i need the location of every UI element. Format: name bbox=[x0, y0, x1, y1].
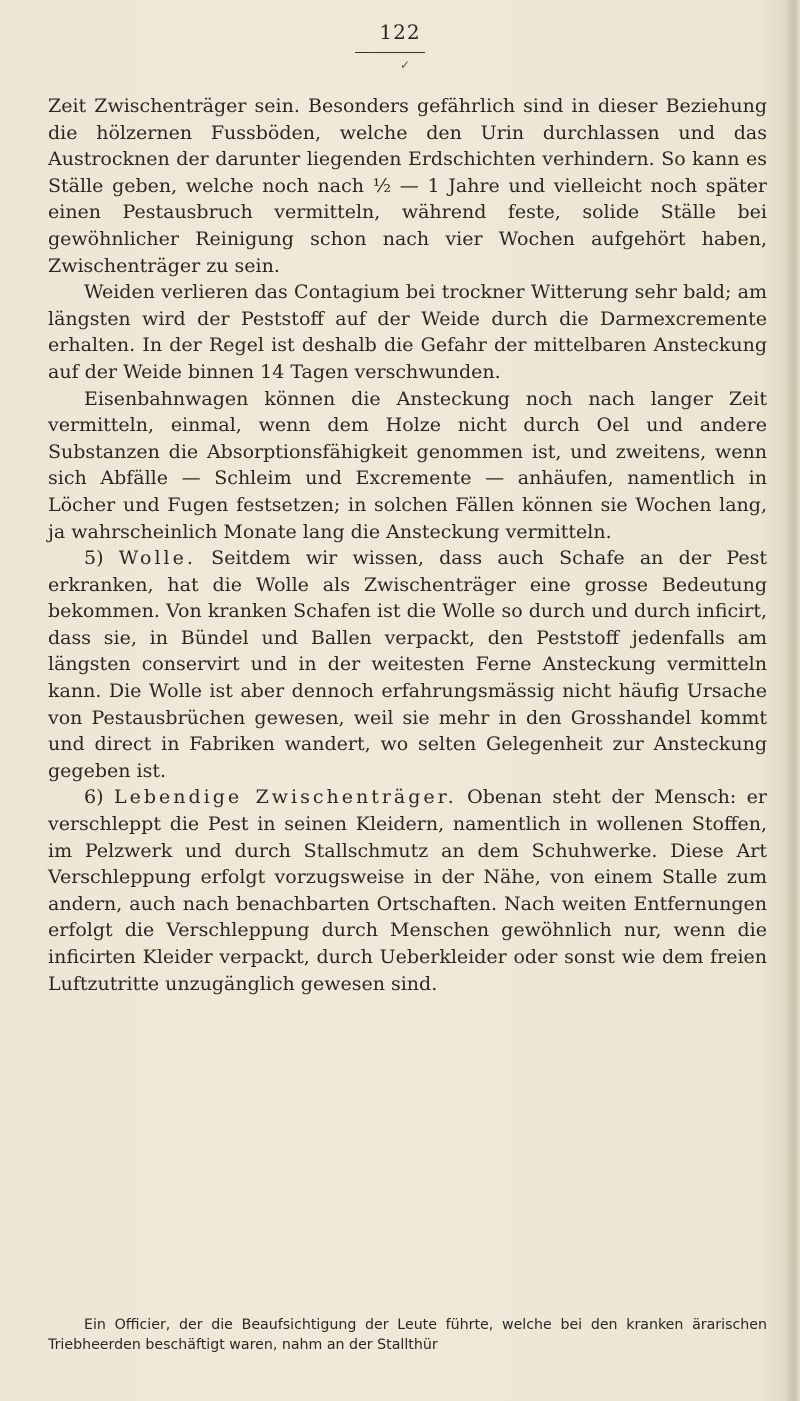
footnote: Ein Officier, der die Beaufsichtigung der Leute führte, welche bei den kranken ärarischen Triebheerden beschäftigt waren, nahm an der Stallthür bbox=[48, 1317, 767, 1353]
section-number-5: 5) bbox=[84, 547, 104, 570]
page-edge-shadow bbox=[786, 0, 800, 1401]
paragraph-wolle-text: Seitdem wir wissen, dass auch Schafe an der Pest erkranken, hat die Wolle als Zwischenträger eine grosse Bedeutung bekommen. Von kranken Schafen ist die Wolle so durch und durch inficirt, dass sie, in Bündel und Ballen verpackt, den Peststoff jedenfalls am längsten conservirt und in der weitesten Ferne Ansteckung vermitteln kann. Die Wolle ist aber dennoch erfahrungsmässig nicht häufig Ursache von Pestausbrüchen gewesen, weil sie mehr in den Grosshandel kommt und direct in Fabriken wandert, wo selten Gelegenheit zur Ansteckung gegeben ist. bbox=[48, 547, 767, 782]
page-number: 122 bbox=[379, 20, 421, 44]
section-number-6: 6) bbox=[84, 786, 104, 809]
paragraph-stall: Zeit Zwischenträger sein. Besonders gefährlich sind in dieser Beziehung die hölzernen Fussböden, welche den Urin durchlassen und das Austrocknen der darunter liegenden Erdschichten verhindern. So kann es Ställe geben, welche noch nach ½ — 1 Jahre und vielleicht noch später einen Pestausbruch vermitteln, während feste, solide Ställe bei gewöhnlicher Reinigung schon nach vier Wochen aufgehört haben, Zwischenträger zu sein. bbox=[48, 95, 767, 277]
section-heading-lebendige: Lebendige Zwischenträger. bbox=[113, 786, 457, 809]
paragraph-wolle bbox=[48, 545, 767, 784]
paragraph-eisenbahn: Eisenbahnwagen können die Ansteckung noch nach langer Zeit vermitteln, einmal, wenn dem Holze nicht durch Oel und andere Substanzen die Absorptionsfähigkeit genommen ist, und zweitens, wenn sich Abfälle — Schleim und Excremente — anhäufen, namentlich in Löcher und Fugen festsetzen; in solchen Fällen können sie Wochen lang, ja wahrscheinlich Monate lang die Ansteckung vermitteln. bbox=[48, 387, 767, 543]
paragraph-lebendige-text: Obenan steht der Mensch: er verschleppt die Pest in seinen Kleidern, namentlich in wollenen Stoffen, im Pelzwerk und durch Stallschmutz an dem Schuhwerke. Diese Art Verschleppung erfolgt vorzugsweise in der Nähe, von einem Stalle zum andern, auch nach benachbarten Ortschaften. Nach weiten Entfernungen erfolgt die Verschleppung durch Menschen gewöhnlich nur, wenn die inficirten Kleider verpackt, durch Ueberkleider oder sonst wie dem freien Luftzutritte unzugänglich gewesen sind. bbox=[48, 786, 767, 995]
page-number-rule bbox=[355, 52, 425, 53]
body-text bbox=[48, 93, 767, 997]
paragraph-lebendige bbox=[48, 784, 767, 997]
section-heading-wolle: Wolle. bbox=[118, 547, 196, 570]
paragraph-weiden: Weiden verlieren das Contagium bei trockner Witterung sehr bald; am längsten wird der Peststoff auf der Weide durch die Darmexcremente erhalten. In der Regel ist deshalb die Gefahr der mittelbaren Ansteckung auf der Weide binnen 14 Tagen verschwunden. bbox=[48, 281, 767, 383]
stray-mark: ✓ bbox=[400, 58, 411, 72]
